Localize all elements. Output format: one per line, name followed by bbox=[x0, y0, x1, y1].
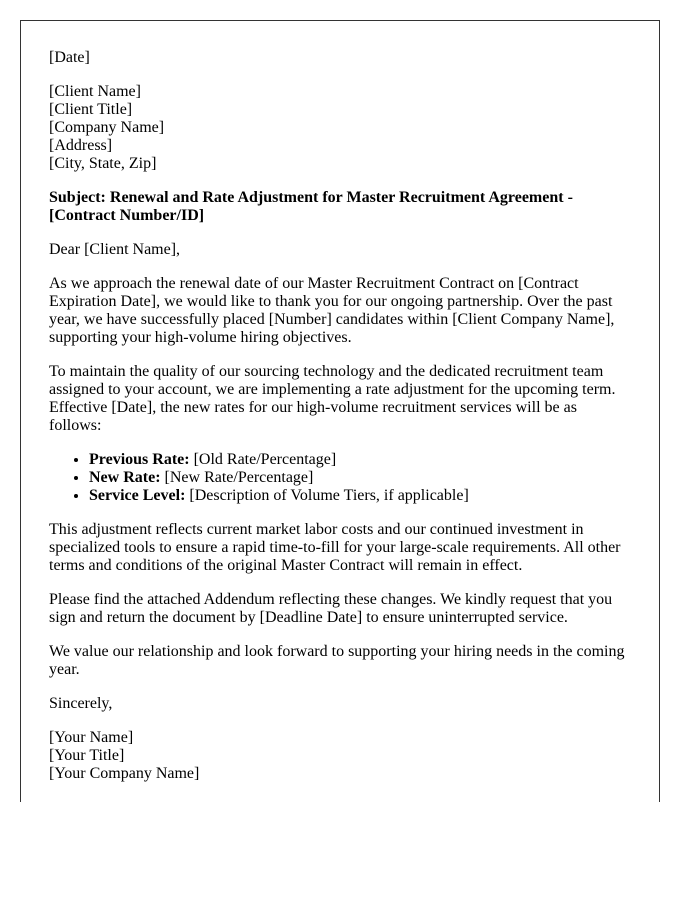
recipient-address-block bbox=[49, 83, 631, 173]
rate-item-value: [Description of Volume Tiers, if applicable] bbox=[185, 487, 469, 504]
rate-item-label: New Rate: bbox=[89, 469, 161, 486]
signature-block bbox=[49, 729, 631, 783]
body-paragraph-addendum-request: Please find the attached Addendum reflecting these changes. We kindly request that you sign and return the document by [Deadline Date] to ensure uninterrupted service. bbox=[49, 591, 613, 626]
rate-item-new bbox=[89, 469, 631, 487]
rate-item-service-level bbox=[89, 487, 631, 505]
sender-company: [Your Company Name] bbox=[49, 765, 200, 782]
letter-sign-off: Sincerely, bbox=[49, 695, 113, 712]
body-paragraph-justification: This adjustment reflects current market labor costs and our continued investment in specialized tools to ensure a rapid time-to-fill for your large-scale requirements. All other terms and conditions of the original Master Contract will remain in effect. bbox=[49, 521, 621, 574]
rate-item-label: Service Level: bbox=[89, 487, 186, 504]
recipient-name: [Client Name] bbox=[49, 83, 141, 100]
rate-item-value: [New Rate/Percentage] bbox=[160, 469, 314, 486]
recipient-city-state-zip: [City, State, Zip] bbox=[49, 155, 157, 172]
recipient-company: [Company Name] bbox=[49, 119, 165, 136]
sender-name: [Your Name] bbox=[49, 729, 134, 746]
rate-item-previous bbox=[89, 451, 631, 469]
rate-list bbox=[49, 451, 631, 505]
body-paragraph-intro: As we approach the renewal date of our Master Recruitment Contract on [Contract Expiration Date], we would like to thank you for our ongoing partnership. Over the past year, we have successfully placed [Number] candidates within [Client Company Name], supporting your high-volume hiring objectives. bbox=[49, 275, 615, 346]
recipient-title: [Client Title] bbox=[49, 101, 133, 118]
recipient-address: [Address] bbox=[49, 137, 113, 154]
letter-page bbox=[20, 20, 660, 802]
rate-item-value: [Old Rate/Percentage] bbox=[189, 451, 337, 468]
letter-subject: Subject: Renewal and Rate Adjustment for Master Recruitment Agreement - [Contract Number/ID] bbox=[49, 189, 573, 224]
letter-salutation: Dear [Client Name], bbox=[49, 241, 181, 258]
sender-title: [Your Title] bbox=[49, 747, 125, 764]
body-paragraph-appreciation: We value our relationship and look forward to supporting your hiring needs in the coming year. bbox=[49, 643, 625, 678]
letter-date: [Date] bbox=[49, 49, 90, 66]
body-paragraph-rate-notice: To maintain the quality of our sourcing technology and the dedicated recruitment team assigned to your account, we are implementing a rate adjustment for the upcoming term. Effective [Date], the new rates for our high-volume recruitment services will be as follows: bbox=[49, 363, 616, 434]
rate-item-label: Previous Rate: bbox=[89, 451, 190, 468]
